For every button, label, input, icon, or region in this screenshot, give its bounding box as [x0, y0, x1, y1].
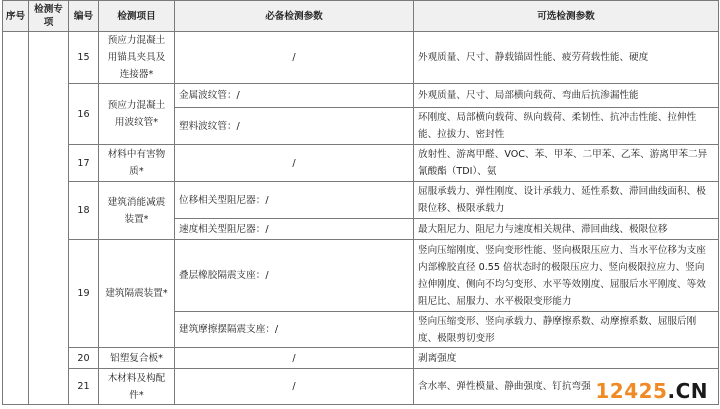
optional-params-rubber: 竖向压缩刚度、竖向变形性能、竖向极限压应力、当水平位移为支座内部橡胶直径 0.55 倍状态时的极限压应力、竖向极限拉应力、竖向拉伸刚度、侧向不均匀变形、水平等效刚度、屈服后水平刚度、等效阻尼比、屈服力、水平极限变形能力 — [414, 240, 719, 312]
item-name: 建筑隔震装置* — [99, 240, 175, 348]
required-params: / — [175, 348, 414, 369]
watermark-domain: .CN — [667, 379, 708, 403]
table-row — [3, 348, 719, 369]
table-row — [3, 145, 719, 182]
required-params-displacement: 位移相关型阻尼器：/ — [175, 182, 414, 219]
row-number: 17 — [69, 145, 99, 182]
header-item: 检测项目 — [99, 1, 175, 32]
table-row — [3, 182, 719, 219]
row-number: 21 — [69, 369, 99, 405]
optional-params-velocity: 最大阻尼力、阻尼力与速度相关规律、滞回曲线、极限位移 — [414, 219, 719, 240]
site-watermark — [595, 379, 708, 403]
table-header-row — [3, 1, 719, 32]
optional-params: 含水率、弹性模量、静曲强度、钉抗弯强 — [414, 369, 719, 405]
item-name: 铝塑复合板* — [99, 348, 175, 369]
item-name: 建筑消能减震装置* — [99, 182, 175, 240]
header-seq: 序号 — [3, 1, 29, 32]
required-params: / — [175, 32, 414, 84]
required-params-metal: 金属波纹管：/ — [175, 84, 414, 108]
optional-params: 外观质量、尺寸、静载锚固性能、疲劳荷载性能、硬度 — [414, 32, 719, 84]
item-name: 预应力混凝土用波纹管* — [99, 84, 175, 145]
test-parameter-table — [2, 0, 719, 405]
optional-params-metal: 外观质量、尺寸、局部横向载荷、弯曲后抗渗漏性能 — [414, 84, 719, 108]
item-name: 木材料及构配件* — [99, 369, 175, 405]
optional-params: 剥离强度 — [414, 348, 719, 369]
required-params: / — [175, 369, 414, 405]
optional-params-plastic: 环刚度、局部横向载荷、纵向载荷、柔韧性、抗冲击性能、拉伸性能、拉拔力、密封性 — [414, 108, 719, 145]
optional-params: 放射性、游离甲醛、VOC、苯、甲苯、二甲苯、乙苯、游离甲苯二异氰酸酯（TDI）、氨 — [414, 145, 719, 182]
required-params-plastic: 塑料波纹管：/ — [175, 108, 414, 145]
seq-cell — [3, 32, 29, 405]
watermark-number: 12425 — [595, 379, 668, 403]
required-params-friction: 建筑摩擦摆隔震支座：/ — [175, 312, 414, 348]
row-number: 18 — [69, 182, 99, 240]
header-required: 必备检测参数 — [175, 1, 414, 32]
table-row — [3, 240, 719, 312]
item-name: 材料中有害物质* — [99, 145, 175, 182]
table-row — [3, 84, 719, 108]
row-number: 16 — [69, 84, 99, 145]
optional-params-friction: 竖向压缩变形、竖向承载力、静摩擦系数、动摩擦系数、屈服后刚度、极限剪切变形 — [414, 312, 719, 348]
required-params-rubber: 叠层橡胶隔震支座：/ — [175, 240, 414, 312]
header-optional: 可选检测参数 — [414, 1, 719, 32]
row-number: 19 — [69, 240, 99, 348]
required-params: / — [175, 145, 414, 182]
header-num: 编号 — [69, 1, 99, 32]
row-number: 15 — [69, 32, 99, 84]
header-category: 检测专项 — [29, 1, 69, 32]
table-row — [3, 32, 719, 84]
item-name: 预应力混凝土用锚具夹具及连接器* — [99, 32, 175, 84]
required-params-velocity: 速度相关型阻尼器：/ — [175, 219, 414, 240]
optional-params-displacement: 屈服承载力、弹性刚度、设计承载力、延性系数、滞回曲线面积、极限位移、极限承载力 — [414, 182, 719, 219]
row-number: 20 — [69, 348, 99, 369]
category-cell — [29, 32, 69, 405]
